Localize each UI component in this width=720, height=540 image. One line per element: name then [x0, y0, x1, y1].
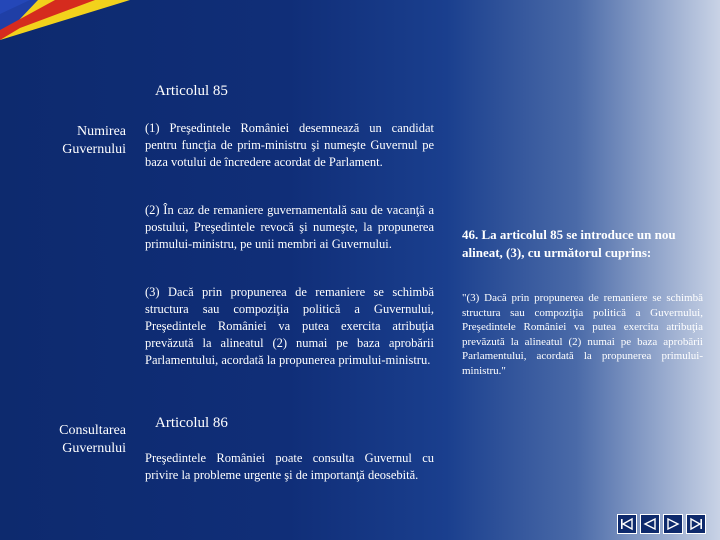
side-label-consultarea	[20, 422, 126, 458]
article-85-paragraph-3: (3) Dacă prin propunerea de remaniere se schimbă structura sau compoziţia politică a Guvernului, Preşedintele României va putea exercita atribuţia prevăzută la alineatul (2) numai pe baza aprobării Parlamentului, acordată la propunerea primului-ministru.	[145, 285, 434, 367]
last-slide-button[interactable]	[686, 514, 706, 534]
side-label-numirea	[20, 123, 126, 159]
side-label-line: Guvernului	[62, 441, 126, 456]
article-85-paragraph-1: (1) Preşedintele României desemnează un candidat pentru funcţia de prim-ministru şi numeşte Guvernul pe baza votului de încredere acordat de Parlament.	[145, 121, 434, 169]
article-85-heading: Articolul 85	[155, 83, 228, 99]
first-slide-icon	[619, 516, 635, 532]
amendment-text: "(3) Dacă prin propunerea de remaniere se schimbă structura sau compoziţia politică a Guvernului, Preşedintele României va putea exercita atribuţia prevăzută la alineatul (2) numai pe baza aprobării Parlamentului, acordată la propunerea primului-ministru."	[462, 292, 703, 377]
next-slide-icon	[665, 516, 681, 532]
last-slide-icon	[688, 516, 704, 532]
previous-slide-icon	[642, 516, 658, 532]
side-label-line: Consultarea	[59, 423, 126, 438]
first-slide-button[interactable]	[617, 514, 637, 534]
previous-slide-button[interactable]	[640, 514, 660, 534]
side-label-line: Numirea	[77, 124, 126, 139]
article-86-paragraph-1: Preşedintele României poate consulta Guvernul cu privire la probleme urgente şi de importanţă deosebită.	[145, 451, 434, 482]
article-85-paragraph-2: (2) În caz de remaniere guvernamentală sau de vacanţă a postului, Preşedintele revocă şi numeşte, la propunerea primului-ministru, pe unii membri ai Guvernului.	[145, 203, 434, 251]
article-86-heading: Articolul 86	[155, 415, 228, 431]
next-slide-button[interactable]	[663, 514, 683, 534]
slide-navigation	[617, 514, 706, 534]
flag-decoration	[0, 0, 130, 40]
side-label-line: Guvernului	[62, 142, 126, 157]
amendment-heading: 46. La articolul 85 se introduce un nou alineat, (3), cu următorul cuprins:	[462, 227, 676, 260]
